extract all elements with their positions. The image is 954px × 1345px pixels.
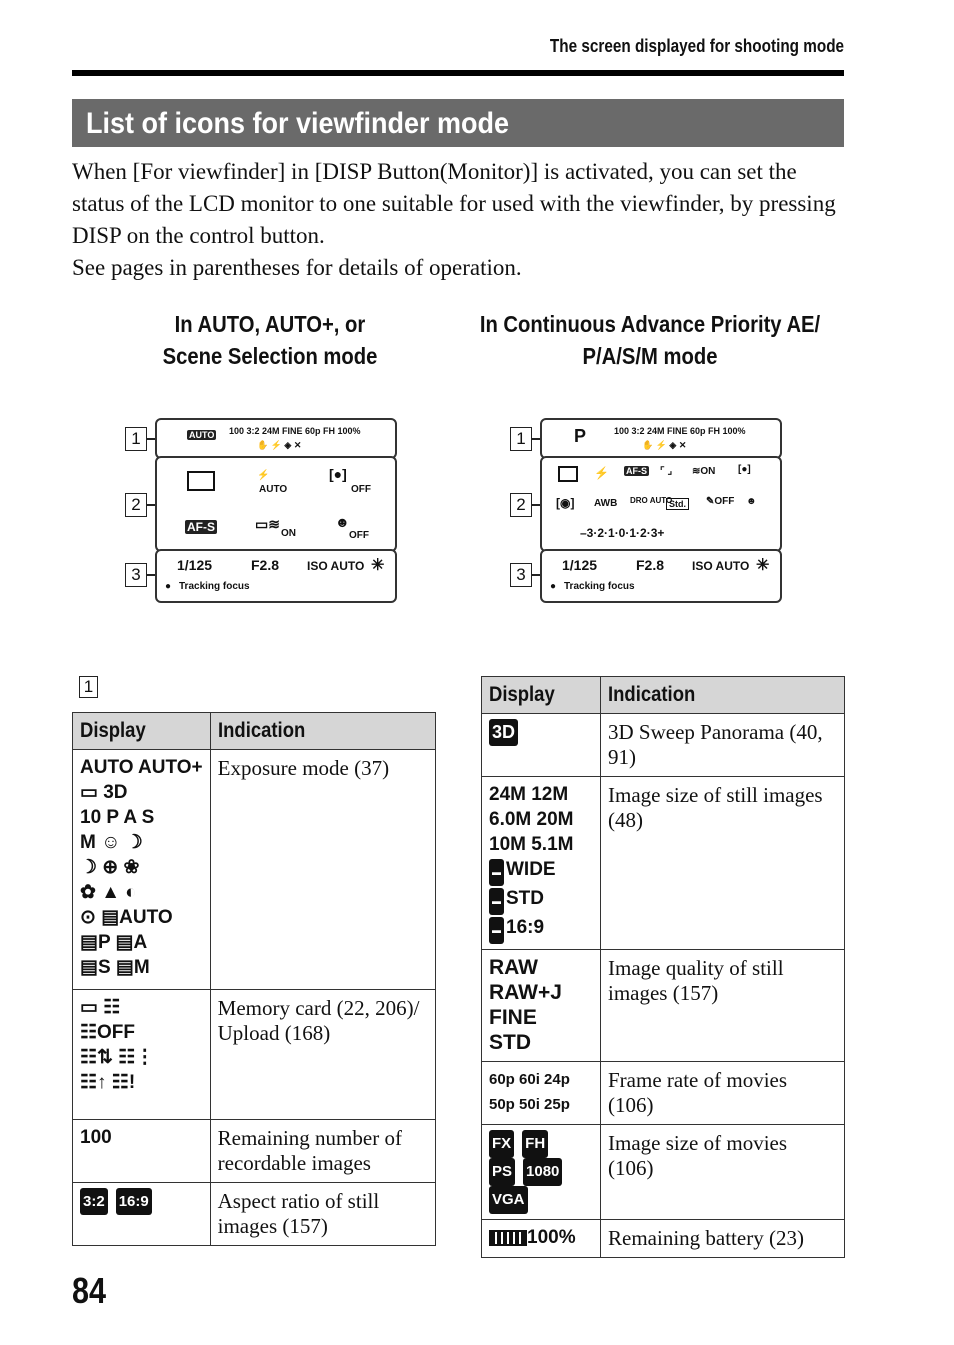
indication-cell: Frame rate of movies (106): [601, 1062, 845, 1125]
diagram-middle-panel: [540, 456, 782, 552]
focus-mode: AF-S: [626, 466, 647, 476]
smile-off: OFF: [349, 530, 369, 541]
display-cell: 100: [73, 1120, 211, 1183]
display-cell: [73, 1183, 211, 1246]
flash-icon: ⚡: [257, 470, 270, 481]
display-cell: [482, 714, 601, 777]
right-icon-table: [481, 676, 845, 1258]
column-header: Indication: [601, 677, 845, 714]
iso: ISO AUTO: [307, 559, 365, 573]
3d-icon: 3D: [489, 719, 518, 746]
soft-skin-icon: ☻: [746, 496, 757, 507]
face-icon: [●]: [738, 464, 751, 475]
display-cell: [482, 1125, 601, 1220]
exposure-scale: –3·2·1·0·1·2·3+: [580, 526, 665, 540]
callout-2: 2: [510, 493, 532, 517]
aspect-16-9-icon: 16:9: [116, 1188, 152, 1215]
display-cell: RAW RAW+J FINE STD: [482, 950, 601, 1062]
top-readout: 100 3:2 24M FINE 60p FH 100%: [614, 426, 746, 436]
display-cell: AUTO AUTO+ ▭ 3D 10 P A S M ☺ ☽ ☽ ⊕ ❀ ✿ ▲ ◐ ⊙ ▤AUTO ▤P ▤A ▤S ▤M: [73, 750, 211, 990]
battery-icon: [489, 1230, 527, 1246]
callout-1: 1: [510, 427, 532, 451]
drive-icon: [558, 466, 578, 482]
left-mode-heading: In AUTO, AUTO+, or Scene Selection mode: [162, 311, 378, 369]
section-banner: [72, 99, 844, 147]
display-cell: 100%: [482, 1220, 601, 1258]
status-dot: ●: [165, 581, 172, 592]
table-row: [482, 950, 845, 1062]
indication-cell: Aspect ratio of still images (157): [210, 1183, 435, 1246]
header-rule: [72, 70, 844, 76]
diagram-bottom-panel: [540, 549, 782, 603]
movie-size-vga: VGA: [489, 1186, 528, 1214]
left-viewfinder-diagram: [125, 418, 525, 608]
intro-paragraph: When [For viewfinder] in [DISP Button(Monitor)] is activated, you can set the status of the LCD monitor to one suitable for used with the viewfinder, by pressing DISP on the control button.: [72, 159, 836, 248]
diagram-top-panel: [155, 418, 397, 459]
movie-size-fx: FX: [489, 1130, 514, 1158]
column-header: Indication: [210, 713, 435, 750]
right-mode-heading: In Continuous Advance Priority AE/ P/A/S/M mode: [479, 311, 821, 369]
shutter-speed: 1/125: [177, 557, 213, 573]
column-header: Display: [73, 713, 211, 750]
movie-size-1080: 1080: [523, 1158, 562, 1186]
aperture: F2.8: [636, 557, 665, 573]
display-cell: 24M 12M 6.0M 20M 10M 5.1M ▬ WIDE ▬ STD ▬ 16:9: [482, 777, 601, 950]
display-cell: 60p 60i 24p 50p 50i 25p: [482, 1062, 601, 1125]
drive-icon: [187, 471, 215, 491]
diagram-bottom-panel: [155, 549, 397, 603]
indication-cell: Remaining battery (23): [601, 1220, 845, 1258]
callout-1: 1: [125, 427, 147, 451]
ae-lock-icon: ✳: [756, 557, 770, 574]
face-icon: [●]: [329, 466, 347, 482]
table-row: [482, 1125, 845, 1220]
indication-cell: Memory card (22, 206)/ Upload (168): [210, 990, 435, 1120]
indication-cell: Remaining number of recordable images: [210, 1120, 435, 1183]
left-icon-table: [72, 712, 436, 1246]
column-header: Display: [482, 677, 601, 714]
mode-badge: AUTO: [189, 430, 215, 440]
callout-3: 3: [125, 563, 147, 587]
status-icons: ✋ ⚡ ◈ ✕: [257, 440, 302, 450]
display-cell: ▭ ☷ ☷OFF ☷⇅ ☷⋮ ☷↑ ☷!: [73, 990, 211, 1120]
table-tag: 1: [79, 676, 98, 698]
table-row: [73, 1120, 436, 1183]
movie-size-ps: PS: [489, 1158, 515, 1186]
right-viewfinder-diagram: [510, 418, 910, 608]
iso: ISO AUTO: [692, 559, 750, 573]
indication-cell: Image size of movies (106): [601, 1125, 845, 1220]
status-dot: ●: [550, 581, 557, 592]
section-title: List of icons for viewfinder mode: [86, 107, 510, 140]
indication-cell: Exposure mode (37): [210, 750, 435, 990]
callout-3: 3: [510, 563, 532, 587]
picture-effect-icon: ✎OFF: [706, 496, 735, 507]
ae-lock-icon: ✳: [371, 557, 385, 574]
metering-icon: [◉]: [556, 496, 575, 510]
running-head: The screen displayed for shooting mode: [549, 36, 844, 56]
aperture: F2.8: [251, 557, 280, 573]
intro-text: [72, 156, 852, 284]
shutter-speed: 1/125: [562, 557, 598, 573]
indication-cell: 3D Sweep Panorama (40, 91): [601, 714, 845, 777]
table-row: [73, 750, 436, 990]
face-off: OFF: [351, 484, 371, 495]
indication-cell: Image quality of still images (157): [601, 950, 845, 1062]
table-row: [482, 1220, 845, 1258]
smile-on: ON: [281, 528, 296, 539]
smile-icon: ≋ON: [692, 466, 716, 477]
smile-icon: ▭≋: [255, 516, 280, 532]
intro-paragraph: See pages in parentheses for details of operation.: [72, 255, 522, 280]
aspect-3-2-icon: 3:2: [80, 1188, 108, 1215]
diagram-top-panel: [540, 418, 782, 459]
creative-style: Std.: [666, 498, 689, 510]
white-balance: AWB: [594, 498, 618, 509]
dro: DRO AUTO: [630, 496, 673, 505]
page-number: 84: [72, 1270, 107, 1311]
table-header-row: [482, 677, 845, 714]
top-readout: 100 3:2 24M FINE 60p FH 100%: [229, 426, 361, 436]
callout-2: 2: [125, 493, 147, 517]
status-text: Tracking focus: [179, 581, 250, 592]
flash-mode: AUTO: [259, 484, 288, 495]
table-row: [482, 777, 845, 950]
status-text: Tracking focus: [564, 581, 635, 592]
focus-mode: AF-S: [187, 520, 215, 534]
status-icons: ✋ ⚡ ◈ ✕: [642, 440, 687, 450]
focus-area-icon: ⌜ ⌟: [660, 466, 673, 477]
table-row: [482, 714, 845, 777]
table-header-row: [73, 713, 436, 750]
mode-letter: P: [574, 426, 587, 446]
movie-size-fh: FH: [522, 1130, 548, 1158]
table-row: [73, 1183, 436, 1246]
diagram-middle-panel: [155, 456, 397, 552]
table-row: [73, 990, 436, 1120]
table-row: [482, 1062, 845, 1125]
soft-skin-icon: ☻: [335, 514, 350, 530]
flash-icon: ⚡: [594, 466, 609, 480]
indication-cell: Image size of still images (48): [601, 777, 845, 950]
